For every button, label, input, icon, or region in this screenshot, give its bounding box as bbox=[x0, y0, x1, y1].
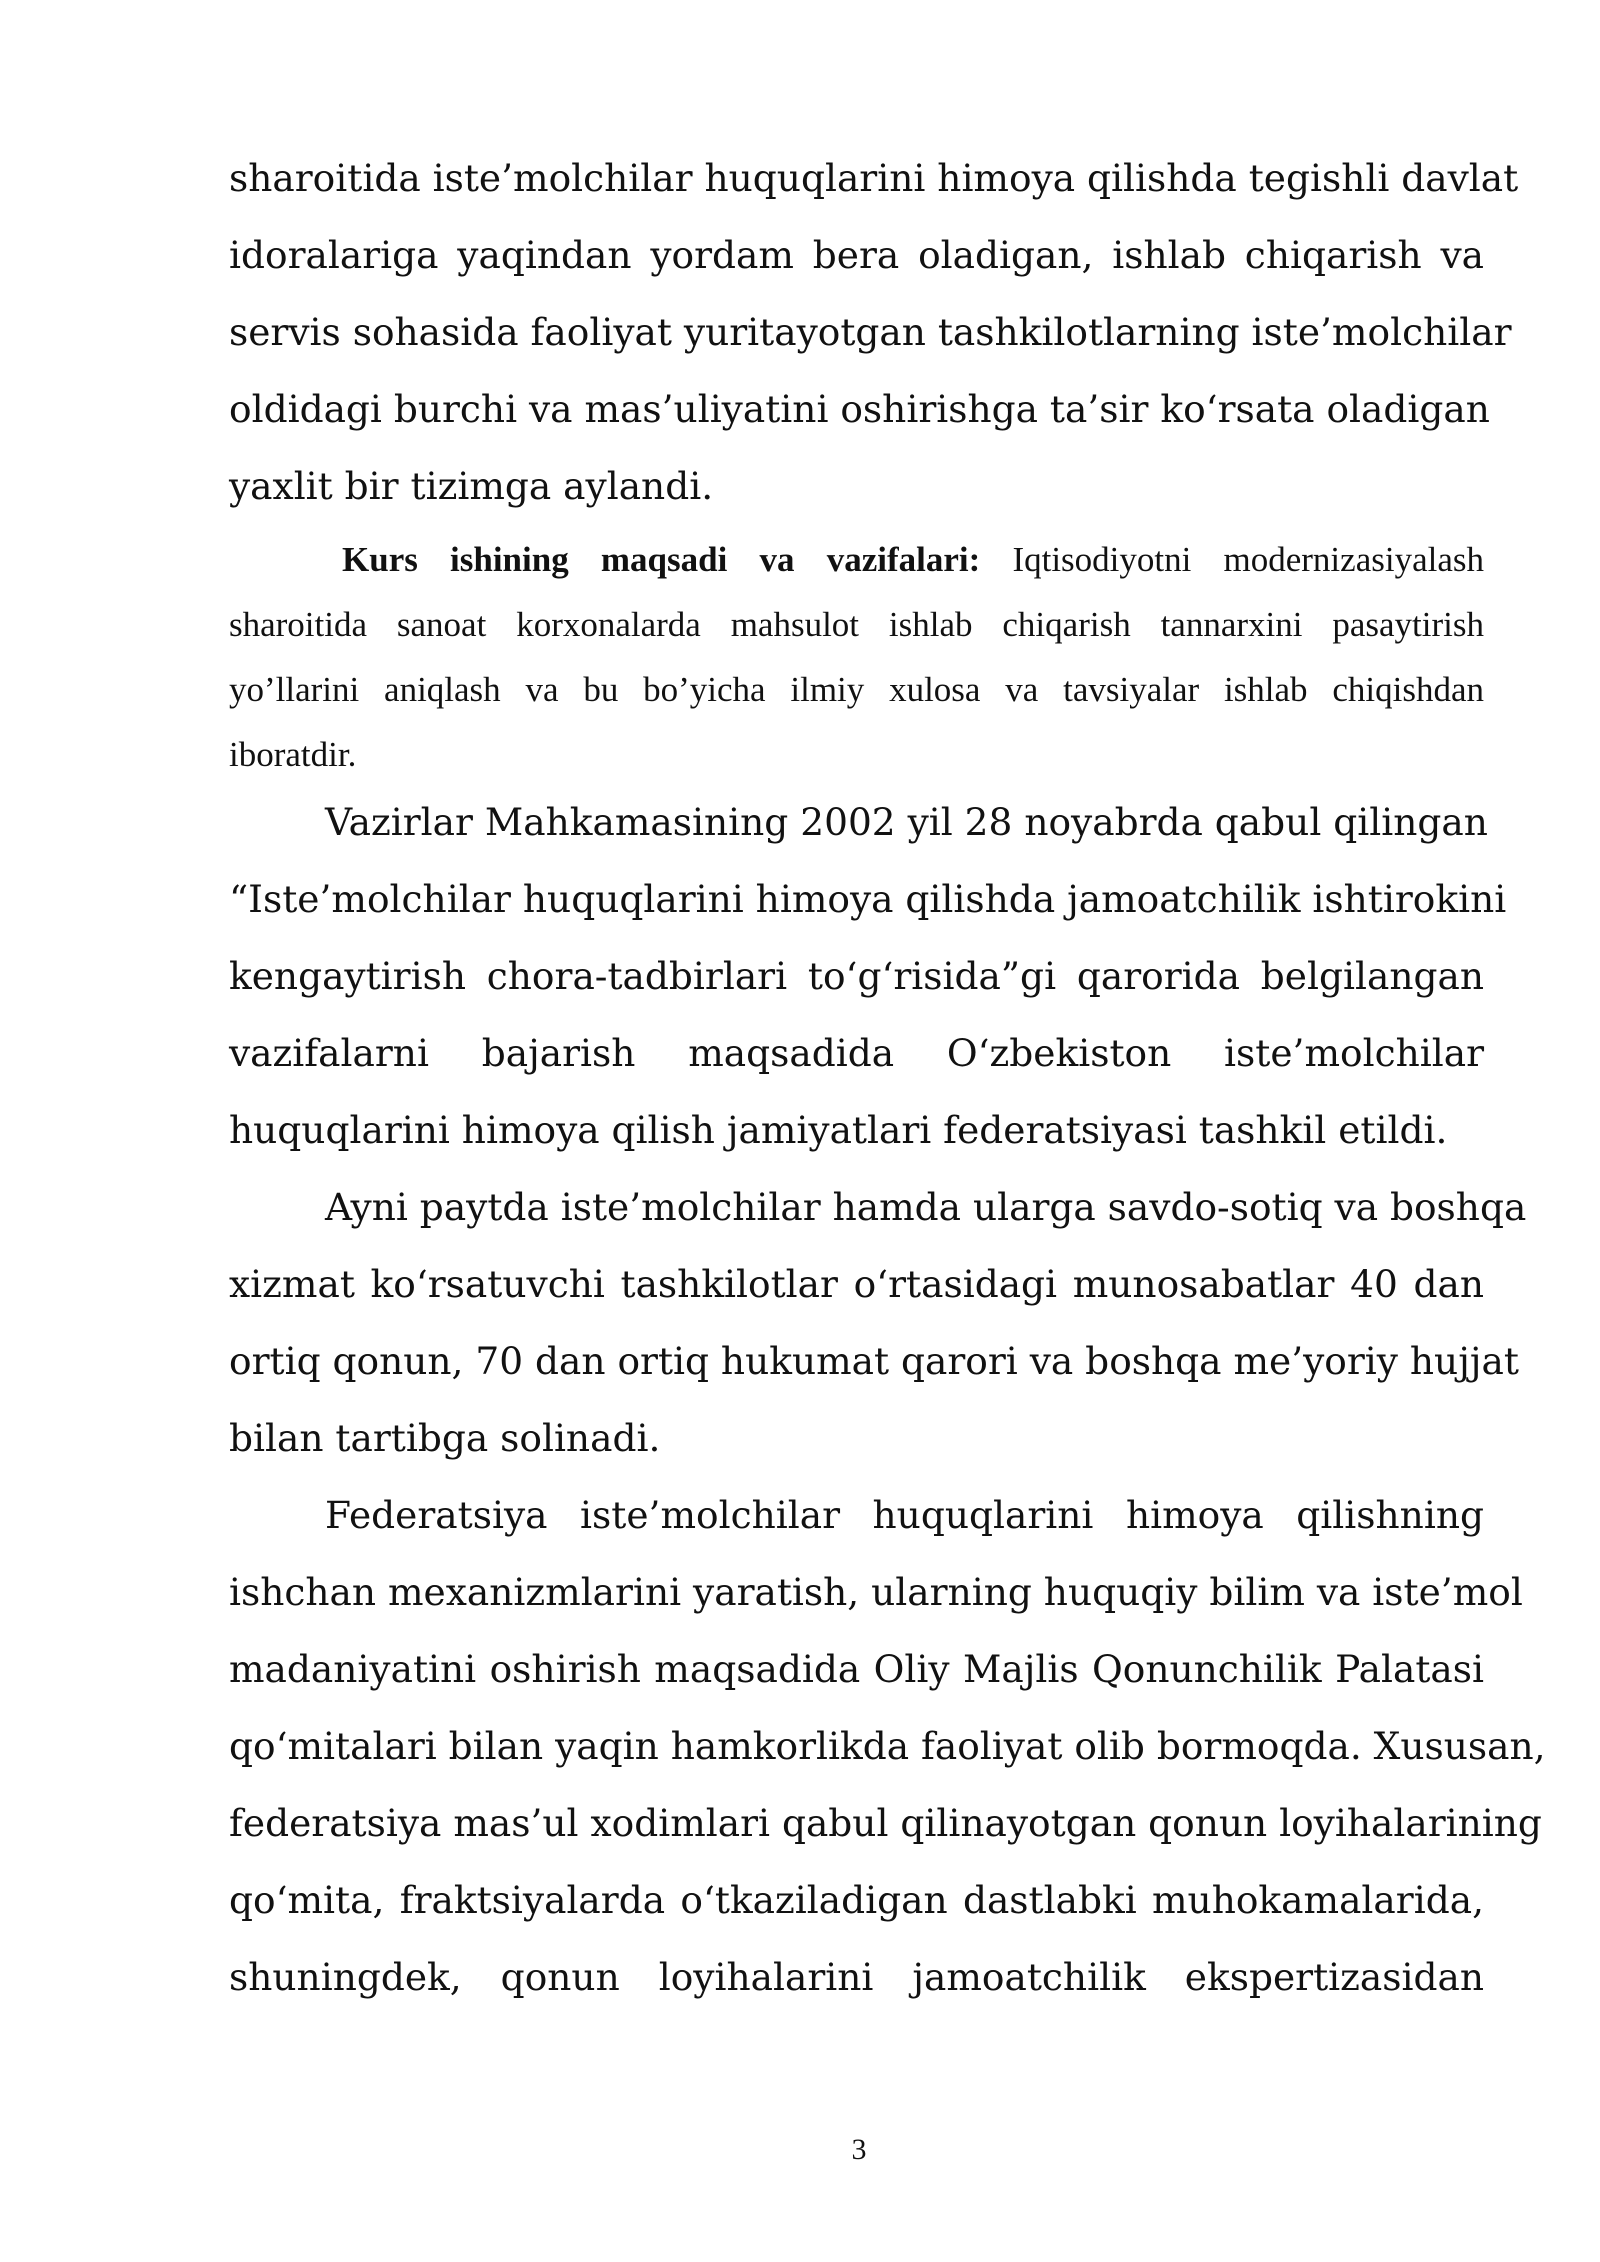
paragraph-federation-founding bbox=[229, 784, 1507, 1169]
text-line: bilan tartibga solinadi. bbox=[229, 1416, 661, 1460]
text-line: qo‘mita, fraktsiyalarda o‘tkaziladigan dastlabki muhokamalarida, bbox=[229, 1878, 1484, 1922]
text-line: iboratdir. bbox=[229, 735, 357, 774]
goals-heading: Kurs ishining maqsadi va vazifalari: bbox=[342, 540, 981, 579]
text-line: idoralariga yaqindan yordam bera oladigan, ishlab chiqarish va bbox=[229, 233, 1484, 277]
paragraph-continuation bbox=[229, 140, 1519, 525]
text-line: federatsiya mas’ul xodimlari qabul qilinayotgan qonun loyihalarining bbox=[229, 1801, 1542, 1845]
text-line: oldidagi burchi va mas’uliyatini oshirishga ta’sir ko‘rsata oladigan bbox=[229, 387, 1490, 431]
text-line: yo’llarini aniqlash va bu bo’yicha ilmiy xulosa va tavsiyalar ishlab chiqishdan bbox=[229, 670, 1484, 709]
text-line: qo‘mitalari bilan yaqin hamkorlikda faoliyat olib bormoqda. Xususan, bbox=[229, 1724, 1546, 1768]
goals-first-line-text: Iqtisodiyotni modernizasiyalash bbox=[1012, 540, 1484, 579]
text-line bbox=[229, 527, 1484, 592]
paragraph-legal-framework bbox=[229, 1169, 1527, 1477]
text-line: sharoitida sanoat korxonalarda mahsulot ishlab chiqarish tannarxini pasaytirish bbox=[229, 605, 1484, 644]
text-line: huquqlarini himoya qilish jamiyatlari federatsiyasi tashkil etildi. bbox=[229, 1108, 1448, 1152]
text-line: shuningdek, qonun loyihalarini jamoatchilik ekspertizasidan bbox=[229, 1955, 1484, 1999]
text-line: kengaytirish chora-tadbirlari to‘g‘risida”gi qarorida belgilangan bbox=[229, 954, 1484, 998]
text-line: vazifalarni bajarish maqsadida O‘zbekiston iste’molchilar bbox=[229, 1031, 1484, 1075]
text-line: ortiq qonun, 70 dan ortiq hukumat qarori va boshqa me’yoriy hujjat bbox=[229, 1339, 1519, 1383]
text-line: yaxlit bir tizimga aylandi. bbox=[229, 464, 714, 508]
paragraph-course-goals bbox=[229, 527, 1484, 787]
text-line: Ayni paytda iste’molchilar hamda ularga savdo-sotiq va boshqa bbox=[325, 1185, 1527, 1229]
paragraph-federation-activity bbox=[229, 1477, 1546, 2016]
text-line: ishchan mexanizmlarini yaratish, ularning huquqiy bilim va iste’mol bbox=[229, 1570, 1523, 1614]
text-line: sharoitida iste’molchilar huquqlarini himoya qilishda tegishli davlat bbox=[229, 156, 1519, 200]
text-line: xizmat ko‘rsatuvchi tashkilotlar o‘rtasidagi munosabatlar 40 dan bbox=[229, 1262, 1484, 1306]
text-line: Federatsiya iste’molchilar huquqlarini himoya qilishning bbox=[325, 1493, 1484, 1537]
text-line: Vazirlar Mahkamasining 2002 yil 28 noyabrda qabul qilingan bbox=[325, 800, 1488, 844]
page-number: 3 bbox=[851, 2133, 867, 2166]
text-line: madaniyatini oshirish maqsadida Oliy Majlis Qonunchilik Palatasi bbox=[229, 1647, 1484, 1691]
text-line: “Iste’molchilar huquqlarini himoya qilishda jamoatchilik ishtirokini bbox=[229, 877, 1507, 921]
text-line: servis sohasida faoliyat yuritayotgan tashkilotlarning iste’molchilar bbox=[229, 310, 1512, 354]
